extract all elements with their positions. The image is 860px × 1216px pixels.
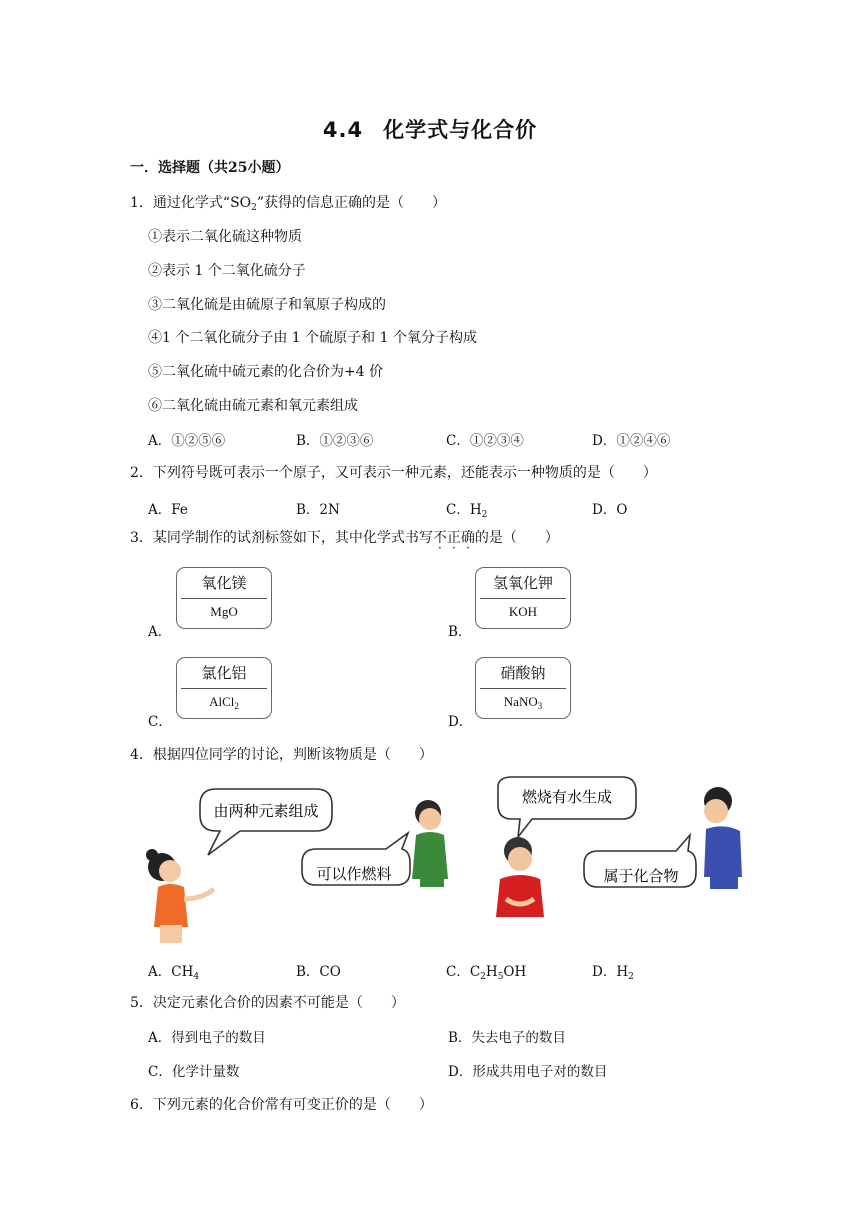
label-formula: AlCl$_2$ (209, 694, 239, 711)
label-name: 硝酸钠 (500, 664, 546, 682)
label-formula: KOH (508, 604, 538, 619)
q1-item: ②表示 1 个二氧化硫分子 (148, 263, 306, 279)
reagent-label-b[interactable] (475, 567, 571, 629)
speech-bubble-1 (200, 789, 332, 855)
question-5-stem: 5．决定元素化合价的因素不可能是（ ） (130, 995, 405, 1011)
speech-bubble-4 (584, 835, 696, 887)
bubble-text-1: 由两种元素组成 (213, 802, 319, 820)
q1-option-c[interactable]: C．①②③④ (446, 433, 524, 449)
discussion-illustration (140, 775, 760, 950)
label-divider (480, 688, 566, 689)
label-divider (181, 598, 267, 599)
student-boy-blue (704, 787, 742, 889)
speech-bubble-2 (498, 777, 636, 837)
q4-option-d[interactable]: D．$H_2$ (592, 964, 634, 982)
q2-option-c[interactable]: C．$H_2$ (446, 502, 488, 520)
label-divider (181, 688, 267, 689)
speech-bubble-3 (302, 833, 410, 885)
q3-option-a-letter[interactable]: A． (148, 624, 172, 640)
reagent-label-a[interactable] (176, 567, 272, 629)
student-boy-green (412, 800, 448, 887)
q3-option-b-letter[interactable]: B． (448, 624, 472, 640)
q5-option-b[interactable]: B．失去电子的数目 (448, 1030, 566, 1046)
reagent-label-c[interactable] (176, 657, 272, 719)
title-number: 4.4 (322, 118, 364, 142)
question-4-stem: 4．根据四位同学的讨论，判断该物质是（ ） (130, 747, 433, 763)
question-3-stem: 3．某同学制作的试剂标签如下，其中化学式书写不正确的是（ ） (130, 530, 559, 546)
label-name: 氢氧化钾 (492, 574, 553, 592)
student-girl (146, 849, 214, 943)
bubble-text-2: 燃烧有水生成 (521, 788, 613, 806)
page-title (0, 114, 860, 144)
q2-option-d[interactable]: D．O (592, 502, 628, 518)
label-formula: MgO (210, 604, 238, 619)
q5-option-c[interactable]: C．化学计量数 (148, 1064, 240, 1080)
bubble-text-4: 属于化合物 (603, 867, 679, 885)
q1-item: ④1 个二氧化硫分子由 1 个硫原子和 1 个氧分子构成 (148, 330, 477, 346)
q1-option-a[interactable]: A．①②⑤⑥ (148, 433, 226, 449)
q5-option-a[interactable]: A．得到电子的数目 (148, 1030, 266, 1046)
q1-option-d[interactable]: D．①②④⑥ (592, 433, 671, 449)
label-formula: NaNO$_3$ (503, 694, 543, 711)
student-boy-red (496, 837, 544, 917)
question-2-stem: 2．下列符号既可表示一个原子，又可表示一种元素，还能表示一种物质的是（ ） (130, 465, 657, 481)
q2-option-b[interactable]: B．2N (296, 502, 340, 518)
label-name: 氧化镁 (201, 574, 247, 592)
q4-option-a[interactable]: A．$CH_4$ (148, 964, 200, 982)
q1-item: ⑥二氧化硫由硫元素和氧元素组成 (148, 398, 358, 414)
q1-item: ①表示二氧化硫这种物质 (148, 229, 302, 245)
q4-option-c[interactable]: C．$C_2H_5OH$ (446, 964, 527, 982)
q5-option-d[interactable]: D．形成共用电子对的数目 (448, 1064, 608, 1080)
title-text: 化学式与化合价 (383, 118, 538, 142)
label-name: 氯化铝 (201, 664, 247, 682)
question-1-stem: 1．通过化学式“$SO_2$”获得的信息正确的是（ ） (130, 195, 447, 213)
q1-item: ⑤二氧化硫中硫元素的化合价为+4 价 (148, 364, 384, 380)
q1-option-b[interactable]: B．①②③⑥ (296, 433, 374, 449)
bubble-text-3: 可以作燃料 (316, 865, 392, 883)
question-6-stem: 6．下列元素的化合价常有可变正价的是（ ） (130, 1097, 433, 1113)
q3-option-c-letter[interactable]: C． (148, 714, 172, 730)
q2-option-a[interactable]: A．Fe (148, 502, 188, 518)
q3-option-d-letter[interactable]: D． (448, 714, 473, 730)
reagent-label-d[interactable] (475, 657, 571, 719)
label-divider (480, 598, 566, 599)
q4-option-b[interactable]: B．CO (296, 964, 341, 980)
section-heading: 一．选择题（共25小题） (130, 160, 290, 176)
q1-item: ③二氧化硫是由硫原子和氧原子构成的 (148, 297, 386, 313)
